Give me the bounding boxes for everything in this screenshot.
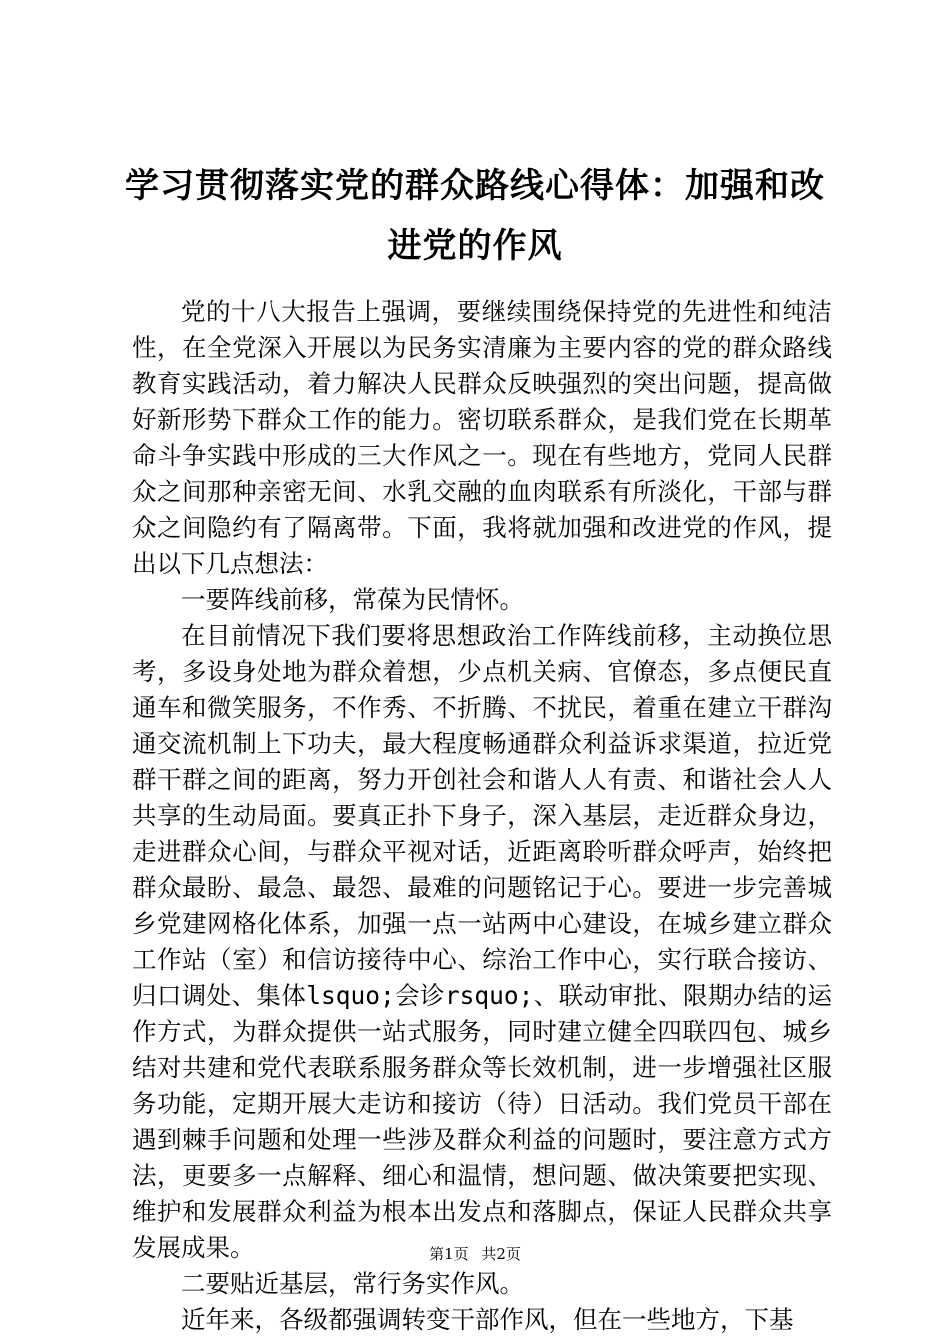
paragraph-intro: 党的十八大报告上强调，要继续围绕保持党的先进性和纯洁性，在全党深入开展以为民务实清廉为主要内容的党的群众路线教育实践活动，着力解决人民群众反映强烈的突出问题，提高做好新形势下群众工作的能力。密切联系群众，是我们党在长期革命斗争实践中形成的三大作风之一。现在有些地方，党同人民群众之间那种亲密无间、水乳交融的血肉联系有所淡化，干部与群众之间隐约有了隔离带。下面，我将就加强和改进党的作风，提出以下几点想法：: [132, 297, 832, 578]
paragraph-heading-2: 二要贴近基层，常行务实作风。: [181, 1269, 524, 1298]
paragraph-section-2: 近年来，各级都强调转变干部作风，但在一些地方，下基: [181, 1305, 794, 1334]
paragraph-section-1: 在目前情况下我们要将思想政治工作阵线前移，主动换位思考，多设身处地为群众着想，少点机关病、官僚态，多点便民直通车和微笑服务，不作秀、不折腾、不扰民，着重在建立干群沟通交流机制上下功夫，最大程度畅通群众利益诉求渠道，拉近党群干群之间的距离，努力开创社会和谐人人有责、和谐社会人人共享的生动局面。要真正扑下身子，深入基层，走近群众身边，走进群众心间，与群众平视对话，近距离聆听群众呼声，始终把群众最盼、最急、最怨、最难的问题铭记于心。要进一步完善城乡党建网格化体系，加强一点一站两中心建设，在城乡建立群众工作站（室）和信访接待中心、综治工作中心，实行联合接访、归口调处、集体lsquo;会诊rsquo;、联动审批、限期办结的运作方式，为群众提供一站式服务，同时建立健全四联四包、城乡结对共建和党代表联系服务群众等长效机制，进一步增强社区服务功能，定期开展大走访和接访（待）日活动。我们党员干部在遇到棘手问题和处理一些涉及群众利益的问题时，要注意方式方法，更要多一点解释、细心和温情，想问题、做决策要把实现、维护和发展群众利益为根本出发点和落脚点，保证人民群众共享发展成果。: [132, 621, 832, 1262]
page-footer: [0, 1244, 950, 1264]
paragraph-heading-1: 一要阵线前移，常葆为民情怀。: [181, 585, 524, 614]
page-number: 第1页: [429, 1245, 469, 1263]
page-total: 共2页: [481, 1245, 521, 1263]
document-body: [132, 294, 832, 1338]
document-title: 学习贯彻落实党的群众路线心得体：加强和改进党的作风: [125, 166, 825, 266]
